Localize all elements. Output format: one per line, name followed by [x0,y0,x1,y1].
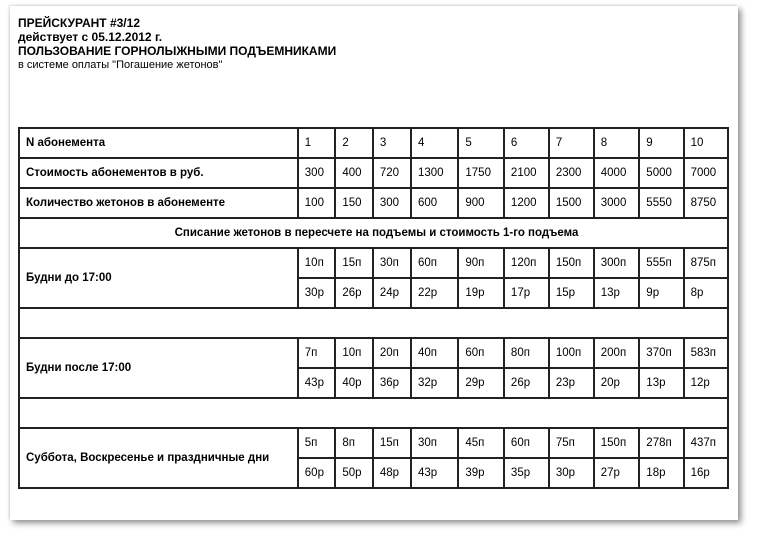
lifts-cell: 150п [594,428,640,458]
table-row [19,428,728,458]
table-cell: 600 [411,188,458,218]
section-title: Списание жетонов в пересчете на подъемы и стоимость 1-го подъема [19,218,728,248]
lifts-cell: 437п [684,428,728,458]
price-cell: 16р [684,458,728,488]
table-cell: 9 [639,128,683,158]
lifts-cell: 7п [298,338,336,368]
table-cell: 900 [458,188,504,218]
lifts-cell: 15п [373,428,411,458]
table-cell: 300 [298,158,336,188]
price-cell: 18р [639,458,683,488]
lifts-cell: 583п [684,338,728,368]
price-cell: 50р [335,458,373,488]
price-table [18,127,729,489]
lifts-cell: 370п [639,338,683,368]
price-cell: 60р [298,458,336,488]
table-cell: 7 [549,128,594,158]
lifts-cell: 200п [594,338,640,368]
price-cell: 12р [684,368,728,398]
table-cell: 4 [411,128,458,158]
lifts-cell: 90п [458,248,504,278]
spacer-cell [19,308,728,338]
table-cell: 1300 [411,158,458,188]
lifts-cell: 60п [504,428,549,458]
price-cell: 22р [411,278,458,308]
lifts-cell: 278п [639,428,683,458]
lifts-cell: 30п [411,428,458,458]
price-cell: 36р [373,368,411,398]
row-label: N абонемента [19,128,298,158]
table-row [19,248,728,278]
section-row [19,218,728,248]
lifts-cell: 75п [549,428,594,458]
table-cell: 1200 [504,188,549,218]
lifts-cell: 5п [298,428,336,458]
price-cell: 9р [639,278,683,308]
price-list-header [18,16,336,72]
price-cell: 27р [594,458,640,488]
lifts-cell: 10п [335,338,373,368]
price-list-sheet [10,6,738,520]
table-cell: 10 [684,128,728,158]
spacer-row [19,398,728,428]
price-cell: 24р [373,278,411,308]
lifts-cell: 80п [504,338,549,368]
table-cell: 720 [373,158,411,188]
table-cell: 2300 [549,158,594,188]
price-cell: 48р [373,458,411,488]
payment-system: в системе оплаты "Погашение жетонов" [18,59,223,71]
price-list-title: ПРЕЙСКУРАНТ #3/12 [18,16,140,30]
lifts-cell: 8п [335,428,373,458]
price-cell: 15р [549,278,594,308]
group-label: Будни после 17:00 [19,338,298,398]
lifts-cell: 40п [411,338,458,368]
row-label: Стоимость абонементов в руб. [19,158,298,188]
price-cell: 39р [458,458,504,488]
table-cell: 2 [335,128,373,158]
price-cell: 26р [504,368,549,398]
lifts-cell: 100п [549,338,594,368]
table-cell: 150 [335,188,373,218]
price-cell: 35р [504,458,549,488]
table-cell: 8750 [684,188,728,218]
table-row [19,188,728,218]
table-row [19,158,728,188]
lifts-cell: 150п [549,248,594,278]
table-cell: 5000 [639,158,683,188]
table-cell: 8 [594,128,640,158]
lifts-cell: 45п [458,428,504,458]
spacer-cell [19,398,728,428]
table-cell: 4000 [594,158,640,188]
table-cell: 3 [373,128,411,158]
table-row [19,338,728,368]
lifts-cell: 15п [335,248,373,278]
price-cell: 26р [335,278,373,308]
lifts-cell: 60п [458,338,504,368]
lifts-cell: 20п [373,338,411,368]
table-cell: 3000 [594,188,640,218]
price-cell: 43р [411,458,458,488]
lifts-cell: 300п [594,248,640,278]
lifts-cell: 875п [684,248,728,278]
table-cell: 400 [335,158,373,188]
table-cell: 1750 [458,158,504,188]
price-cell: 8р [684,278,728,308]
table-cell: 5 [458,128,504,158]
table-cell: 6 [504,128,549,158]
price-cell: 17р [504,278,549,308]
table-cell: 1 [298,128,336,158]
price-cell: 43р [298,368,336,398]
lifts-cell: 10п [298,248,336,278]
lifts-cell: 555п [639,248,683,278]
group-label: Суббота, Воскресенье и праздничные дни [19,428,298,488]
table-cell: 7000 [684,158,728,188]
price-cell: 30р [549,458,594,488]
table-row [19,128,728,158]
lifts-cell: 30п [373,248,411,278]
effective-date: действует с 05.12.2012 г. [18,30,163,44]
price-cell: 32р [411,368,458,398]
price-cell: 40р [335,368,373,398]
table-cell: 5550 [639,188,683,218]
row-label: Количество жетонов в абонементе [19,188,298,218]
price-cell: 20р [594,368,640,398]
lifts-cell: 60п [411,248,458,278]
price-cell: 13р [594,278,640,308]
price-cell: 29р [458,368,504,398]
price-cell: 23р [549,368,594,398]
price-cell: 19р [458,278,504,308]
group-label: Будни до 17:00 [19,248,298,308]
table-cell: 300 [373,188,411,218]
table-cell: 2100 [504,158,549,188]
price-cell: 13р [639,368,683,398]
table-cell: 1500 [549,188,594,218]
lifts-cell: 120п [504,248,549,278]
spacer-row [19,308,728,338]
price-cell: 30р [298,278,336,308]
table-cell: 100 [298,188,336,218]
service-title: ПОЛЬЗОВАНИЕ ГОРНОЛЫЖНЫМИ ПОДЪЕМНИКАМИ [18,44,337,58]
